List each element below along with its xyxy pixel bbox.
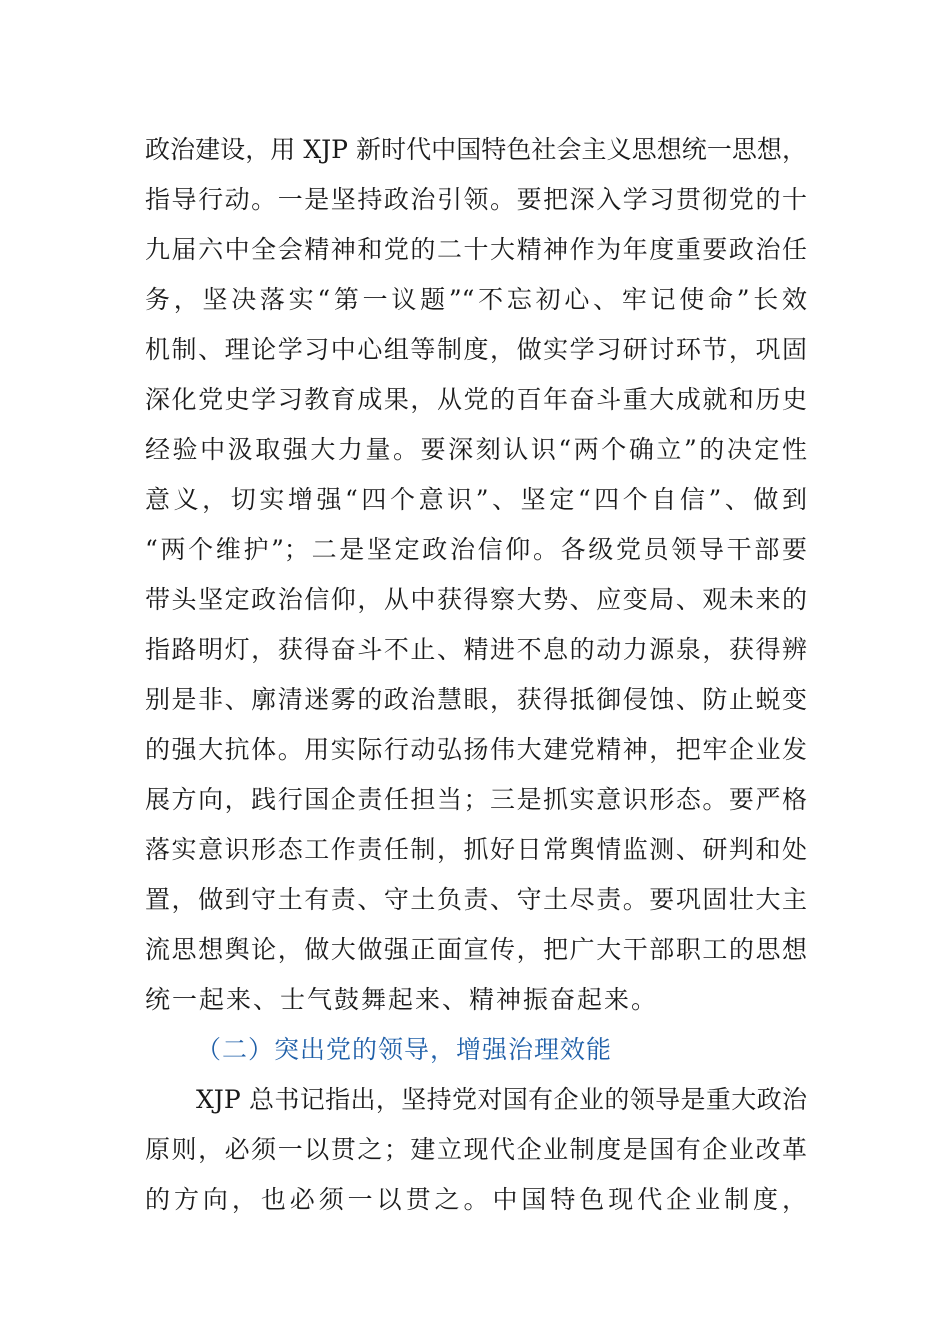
body-line: 的强大抗体。用实际行动弘扬伟大建党精神，把牢企业发: [145, 735, 807, 764]
body-line: 带头坚定政治信仰，从中获得察大势、应变局、观未来的: [145, 585, 807, 614]
body-line: 原则，必须一以贯之；建立现代企业制度是国有企业改革: [145, 1135, 807, 1164]
body-line: 经验中汲取强大力量。要深刻认识“两个确立”的决定性: [145, 435, 807, 464]
body-line: 机制、理论学习中心组等制度，做实学习研讨环节，巩固: [145, 335, 807, 364]
body-line: “两个维护”；二是坚定政治信仰。各级党员领导干部要: [145, 535, 807, 564]
body-line: 流思想舆论，做大做强正面宣传，把广大干部职工的思想: [145, 935, 807, 964]
body-line: 九届六中全会精神和党的二十大精神作为年度重要政治任: [145, 235, 807, 264]
body-line: 意义，切实增强“四个意识”、坚定“四个自信”、做到: [145, 485, 807, 514]
body-line: 指路明灯，获得奋斗不止、精进不息的动力源泉，获得辨: [145, 635, 807, 664]
body-line: 统一起来、士气鼓舞起来、精神振奋起来。: [145, 985, 659, 1014]
body-line: 深化党史学习教育成果，从党的百年奋斗重大成就和历史: [145, 385, 807, 414]
body-line: 置，做到守土有责、守土负责、守土尽责。要巩固壮大主: [145, 885, 807, 914]
body-line: 别是非、廓清迷雾的政治慧眼，获得抵御侵蚀、防止蜕变: [145, 685, 807, 714]
body-line: 的方向，也必须一以贯之。中国特色现代企业制度，: [145, 1185, 807, 1214]
section-heading: （二）突出党的领导，增强治理效能: [196, 1035, 613, 1064]
body-line: 指导行动。一是坚持政治引领。要把深入学习贯彻党的十: [145, 185, 807, 214]
body-line: XJP 总书记指出，坚持党对国有企业的领导是重大政治: [196, 1085, 807, 1114]
body-line: 务，坚决落实“第一议题”“不忘初心、牢记使命”长效: [145, 285, 807, 314]
body-line: 展方向，践行国企责任担当；三是抓实意识形态。要严格: [145, 785, 807, 814]
body-line: 落实意识形态工作责任制，抓好日常舆情监测、研判和处: [145, 835, 807, 864]
body-line: 政治建设，用 XJP 新时代中国特色社会主义思想统一思想，: [145, 135, 807, 164]
